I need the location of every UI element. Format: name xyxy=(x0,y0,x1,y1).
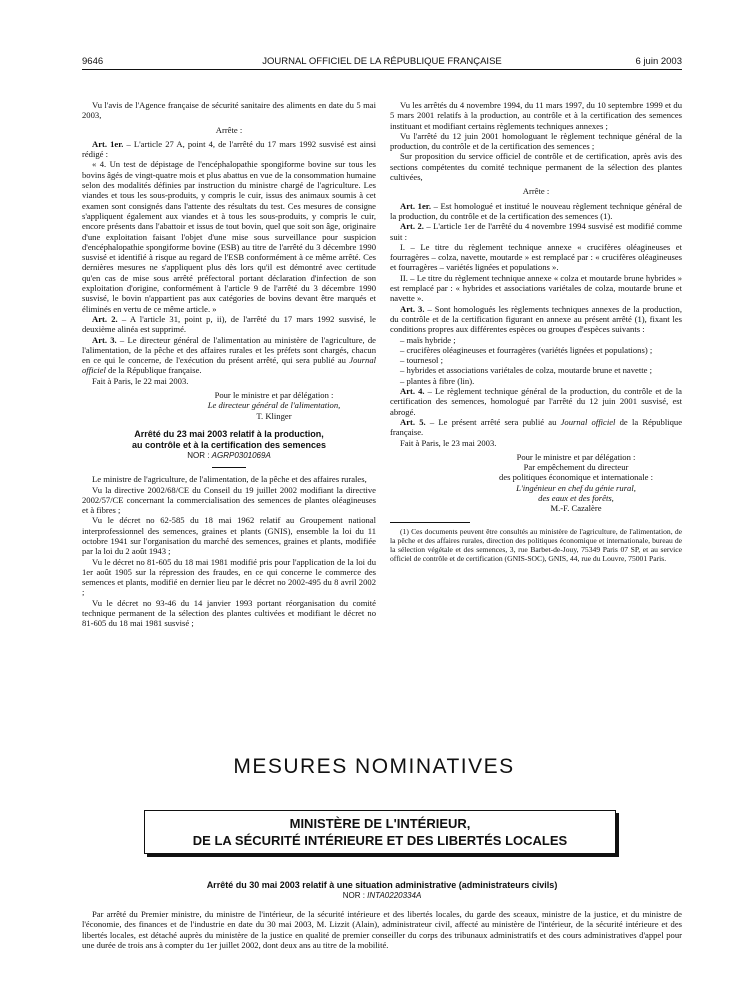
signature-line: Pour le ministre et par délégation : xyxy=(214,390,334,401)
arrete-block xyxy=(82,880,682,900)
paragraph: Sur proposition du service officiel de contrôle et de certification, après avis des sections compétentes du comité technique permanent de la sélection des plantes cultivées, xyxy=(390,151,682,183)
arrete-body xyxy=(82,909,682,951)
right-column xyxy=(390,100,682,563)
nor-reference: NOR : AGRP0301069A xyxy=(187,450,271,460)
paragraph: Vu l'arrêté du 12 juin 2001 homologuant le règlement technique général de la production, du contrôle et de la certification des semences ; xyxy=(390,130,682,152)
paragraph: Vu la directive 2002/68/CE du Conseil du 19 juillet 2002 modifiant la directive 2002/57/CE concernant la commercialisation des semences de plantes oléagineuses et à fibres ; xyxy=(82,484,376,516)
signature-title: L'ingénieur en chef du génie rural, xyxy=(516,482,636,493)
signature-title: des eaux et des forêts, xyxy=(538,492,614,503)
list-item: – crucifères oléagineuses et fourragères (variétés lignées et populations) ; xyxy=(400,344,653,355)
signatory-name: T. Klinger xyxy=(256,410,292,421)
issue-date: 6 juin 2003 xyxy=(635,56,682,67)
paragraph: Le ministre de l'agriculture, de l'alimentation, de la pêche et des affaires rurales, xyxy=(92,474,367,485)
ministry-line-1: MINISTÈRE DE L'INTÉRIEUR, xyxy=(289,816,471,831)
article-2-i: I. – Le titre du règlement technique annexe « crucifères oléagineuses et fourragères – colza, navette, moutarde » est remplacé par : « crucifères oléagineuses et fourragères – variétés lignées et populations ». xyxy=(390,241,682,273)
arrete-title: Arrêté du 30 mai 2003 relatif à une situation administrative (administrateurs civils) xyxy=(206,880,558,890)
signature-line: Par empêchement du directeur xyxy=(523,462,629,473)
article-quote: « 4. Un test de dépistage de l'encéphalopathie spongiforme bovine sur tous les bovins âgés de vingt-quatre mois et plus abattus en vue de la consommation humaine selon des modalités définies par instruction du ministre chargé de l'agriculture. Les viandes et tous les sous-produits, y compris le cuir, issus des animaux soumis à cet examen sont consignés dans l'attente des résultats du test. Ces mesures de consigne s'appliquent également aux viandes et à tous les sous-produits, y compris le cuir, encore présents dans l'abattoir et issus de tout bovin, quel que soit son âge, originaire d'une exploitation faisant l'objet d'une mise sous surveillance pour suspicion d'encéphalopathie spongiforme bovine (ESB) au titre de l'arrêté du 3 décembre 1990 susvisé et identifié à risque au regard de l'ESB conformément à ce même arrêté. Ces dernières mesures ne s'appliquent plus dès lors qu'il est démontré avec certitude qu'en cas de mise sous arrêté préfectoral portant déclaration d'infection de son exploitation d'origine, conformément à l'article 9 de l'arrêté du 3 décembre 1990 susvisé, le bovin n'appartient pas aux catégories de bovins devant être marqués et éliminés en vertu de ce même article. » xyxy=(82,159,376,314)
signatory-name: M.-F. Cazalère xyxy=(550,503,602,514)
signature-line: des politiques économique et internationale : xyxy=(499,472,653,483)
page-number: 9646 xyxy=(82,56,104,67)
paragraph: Par arrêté du Premier ministre, du ministre de l'intérieur, de la sécurité intérieure et des libertés locales, du garde des sceaux, ministre de la justice, et du ministre de l'économie, des finances et de l'industrie en date du 30 mai 2003, M. Lizzit (Alain), administrateur civil, affecté au ministère de l'intérieur, de la sécurité intérieure et des libertés locales, est détaché auprès du ministère de la justice en qualité de premier conseiller du corps des tribunaux administratifs et des cours administratives d'appel pour une durée de trois ans à compter du 1er juillet 2002, dont deux ans au titre de la mobilité. xyxy=(82,909,682,951)
list-item: – plantes à fibre (lin). xyxy=(400,375,475,386)
page-header xyxy=(82,56,682,70)
article-4: Art. 4. – Le règlement technique général de la production, du contrôle et de la certification des semences, homologué par l'arrêté du 12 juin 2001 susvisé, est abrogé. xyxy=(390,386,682,417)
journal-title: JOURNAL OFFICIEL DE LA RÉPUBLIQUE FRANÇAISE xyxy=(262,56,502,67)
fait-a-paris: Fait à Paris, le 23 mai 2003. xyxy=(400,437,497,448)
arrete-heading: Arrête : xyxy=(522,186,550,197)
list-item: – maïs hybride ; xyxy=(400,334,456,345)
article-1: Art. 1er. – L'article 27 A, point 4, de l'arrêté du 17 mars 1992 susvisé est ainsi rédigé : xyxy=(82,138,376,160)
footnote-rule xyxy=(390,522,470,523)
section-heading: MESURES NOMINATIVES xyxy=(233,755,515,778)
paragraph: Vu l'avis de l'Agence française de sécurité sanitaire des aliments en date du 5 mai 2003, xyxy=(82,100,376,121)
paragraph: Vu les arrêtés du 4 novembre 1994, du 11 mars 1997, du 10 septembre 1999 et du 5 mars 2001 relatifs à la production, au contrôle et à la certification des semences instituant et modifiant certains règlements techniques annexes ; xyxy=(390,100,682,131)
nor-reference: NOR : INTA0220334A xyxy=(342,891,422,900)
list-item: – hybrides et associations variétales de colza, moutarde brune et navette ; xyxy=(400,365,652,376)
article-5: Art. 5. – Le présent arrêté sera publié au Journal officiel de la République française. xyxy=(390,416,683,438)
ministry-line-2: DE LA SÉCURITÉ INTÉRIEURE ET DES LIBERTÉS LOCALES xyxy=(192,833,568,848)
list-item: – tournesol ; xyxy=(400,355,443,366)
footnote: (1) Ces documents peuvent être consultés au ministère de l'agriculture, de l'alimentation, de la pêche et des affaires rurales, direction des politiques économique et internationale, bureau de la sélection végétale et des semences, 3, rue Barbet-de-Jouy, 75349 Paris 07 SP, et au service officiel de contrôle et de certification (GNIS-SOC), GNIS, 44, rue du Louvre, 75001 Paris. xyxy=(390,526,682,563)
article-3: Art. 3. – Sont homologués les règlements techniques annexes de la production, du contrôle et de la certification figurant en annexe au présent arrêté (1), fixant les conditions propres aux différentes espèces ou groupes d'espèces suivants : xyxy=(390,303,682,335)
fait-a-paris: Fait à Paris, le 22 mai 2003. xyxy=(92,375,189,386)
article-3: Art. 3. – Le directeur général de l'alimentation au ministère de l'agriculture, de l'alimentation, de la pêche et des affaires rurales et les préfets sont chargés, chacun en ce qui le concerne, de l'exécution du présent arrêté, qui sera publié au Journal officiel de la République française. xyxy=(82,334,376,376)
article-2: Art. 2. – A l'article 31, point p, ii), de l'arrêté du 17 mars 1992 susvisé, le deuxième alinéa est supprimé. xyxy=(82,313,376,335)
short-rule xyxy=(212,467,246,468)
decree-title-2: au contrôle et à la certification des semences xyxy=(131,439,327,450)
paragraph: Vu le décret no 62-585 du 18 mai 1962 relatif au Groupement national interprofessionnel des semences, graines et plants (GNIS), ensemble la loi du 11 octobre 1941 sur l'organisation du marché des semences, graines et plants, modifiée par la loi du 2 août 1943 ; xyxy=(82,515,376,557)
article-2: Art. 2. – L'article 1er de l'arrêté du 4 novembre 1994 susvisé est modifié comme suit : xyxy=(390,221,683,242)
left-column xyxy=(82,100,376,629)
arrete-heading: Arrête : xyxy=(215,124,243,135)
header-rule xyxy=(82,69,682,70)
ministry-box xyxy=(144,810,616,854)
paragraph: Vu le décret no 93-46 du 14 janvier 1993 portant réorganisation du comité technique permanent de la sélection des plantes cultivées et modifiant le décret no 81-605 du 18 mai 1981 susvisé ; xyxy=(82,597,376,629)
signature-title: Le directeur général de l'alimentation, xyxy=(207,400,341,411)
signature-line: Pour le ministre et par délégation : xyxy=(516,451,636,462)
decree-title: Arrêté du 23 mai 2003 relatif à la production, xyxy=(134,428,324,439)
article-1: Art. 1er. – Est homologué et institué le nouveau règlement technique général de la production, du contrôle et de la certification des semences (1). xyxy=(390,200,682,221)
paragraph: Vu le décret no 81-605 du 18 mai 1981 modifié pris pour l'application de la loi du 1er août 1905 sur la répression des fraudes, en ce qui concerne le commerce des semences et plants, modifié en dernier lieu par le décret no 2002-495 du 8 avril 2002 ; xyxy=(82,556,376,598)
article-2-ii: II. – Le titre du règlement technique annexe « colza et moutarde brune hybrides » est remplacé par : « hybrides et associations variétales de colza, moutarde brune et navette ». xyxy=(390,272,682,304)
